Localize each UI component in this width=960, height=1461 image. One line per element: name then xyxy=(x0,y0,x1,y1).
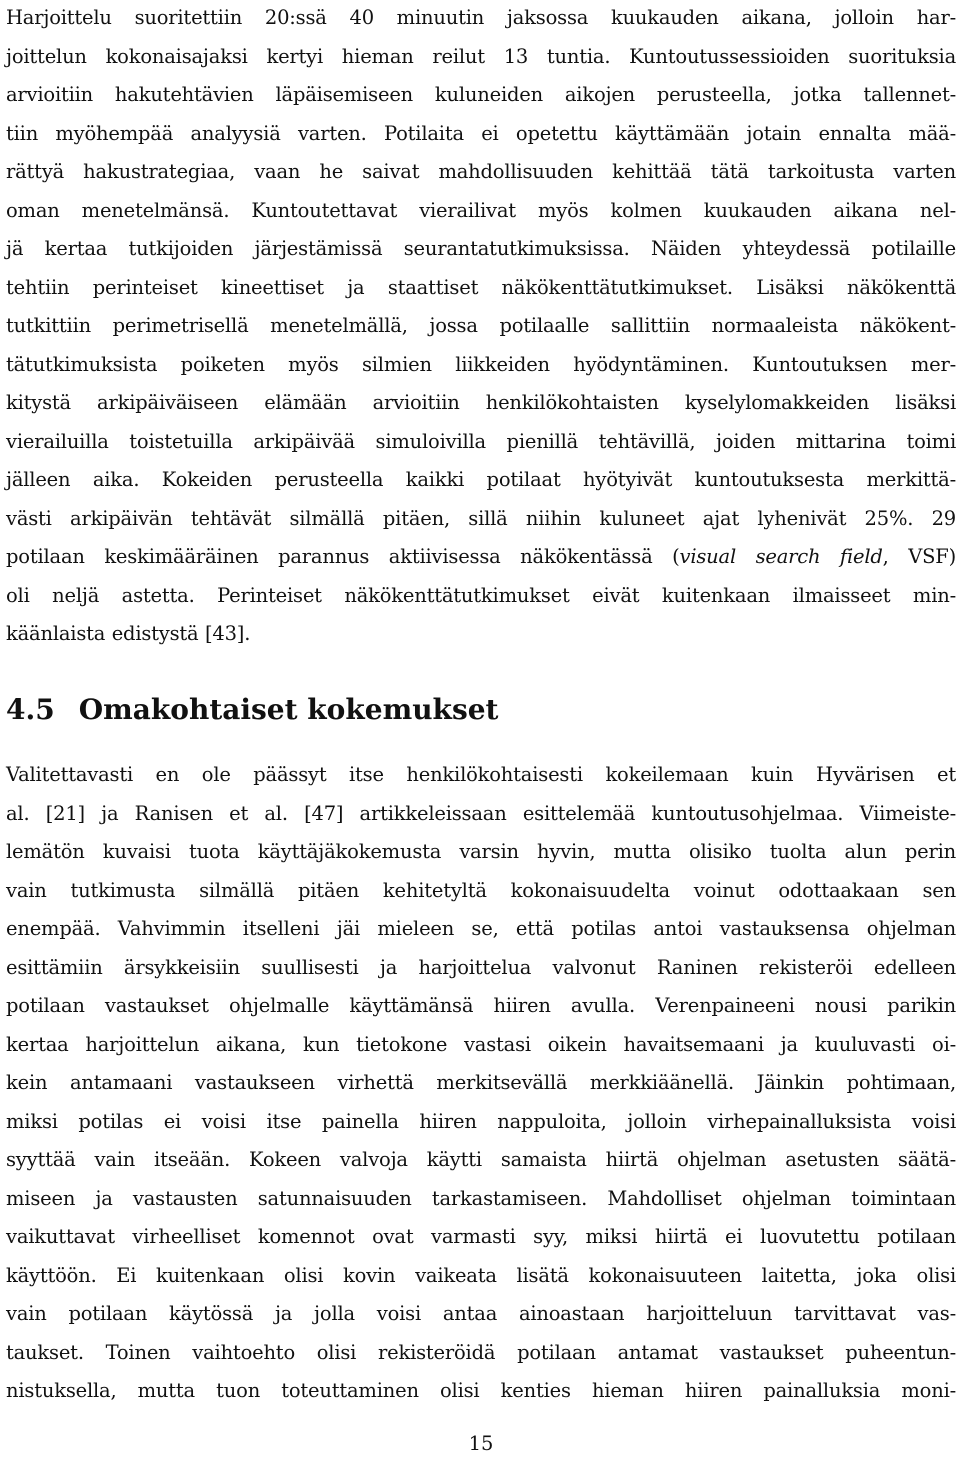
paragraph-line: esittämiin ärsykkeisiin suullisesti ja harjoittelua valvonut Raninen rekisteröi edelleen xyxy=(6,955,956,979)
paragraph-line: vaikuttavat virheelliset komennot ovat varmasti syy, miksi hiirtä ei luovutettu potilaan xyxy=(6,1225,956,1248)
paragraph-line: käänlaista edistystä [43]. xyxy=(6,622,251,645)
paragraph-line-with-italic xyxy=(6,538,956,577)
body-paragraph-1 xyxy=(6,0,956,654)
paragraph-line: potilaan vastaukset ohjelmalle käyttämänsä hiiren avulla. Verenpaineeni nousi parikin xyxy=(6,994,956,1017)
italic-term: visual search field xyxy=(679,545,883,568)
paragraph-line: al. [21] ja Ranisen et al. [47] artikkeleissaan esittelemää kuntoutusohjelmaa. Viimeiste- xyxy=(6,801,956,825)
paragraph-line: vain tutkimusta silmällä pitäen kehitetyltä kokonaisuudelta voinut odottaakaan sen xyxy=(6,878,956,902)
section-heading xyxy=(6,690,498,730)
paragraph-line: rättyä hakustrategiaa, vaan he saivat mahdollisuuden kehittää tätä tarkoitusta varten xyxy=(6,160,956,183)
paragraph-line: kein antamaani vastaukseen virhettä merkitsevällä merkkiäänellä. Jäinkin pohtimaan, xyxy=(6,1071,956,1094)
document-page xyxy=(6,0,956,1461)
paragraph-line: jä kertaa tutkijoiden järjestämissä seurantatutkimuksissa. Näiden yhteydessä potilaille xyxy=(6,237,956,260)
paragraph-line: syyttää vain itseään. Kokeen valvoja käytti samaista hiirtä ohjelman asetusten säätä- xyxy=(6,1148,956,1171)
paragraph-line: miseen ja vastausten satunnaisuuden tarkastamiseen. Mahdolliset ohjelman toimintaan xyxy=(6,1186,956,1210)
paragraph-line: jälleen aika. Kokeiden perusteella kaikki potilaat hyötyivät kuntoutuksesta merkittä- xyxy=(6,468,956,491)
paragraph-line: västi arkipäivän tehtävät silmällä pitäen, sillä niihin kuluneet ajat lyhenivät 25%. 29 xyxy=(6,506,956,530)
paragraph-line: tutkittiin perimetrisellä menetelmällä, jossa potilaalle sallittiin normaaleista näkökent- xyxy=(6,314,956,337)
paragraph-line: käyttöön. Ei kuitenkaan olisi kovin vaikeata lisätä kokonaisuuteen laitetta, joka olisi xyxy=(6,1263,956,1287)
paragraph-line: lemätön kuvaisi tuota käyttäjäkokemusta varsin hyvin, mutta olisiko tuolta alun perin xyxy=(6,840,956,863)
paragraph-line: Valitettavasti en ole päässyt itse henkilökohtaisesti kokeilemaan kuin Hyvärisen et xyxy=(6,763,956,786)
line-text: potilaan keskimääräinen parannus aktiivisessa näkökentässä ( xyxy=(6,545,680,568)
body-paragraph-2 xyxy=(6,756,956,1411)
paragraph-line: taukset. Toinen vaihtoehto olisi rekisteröidä potilaan antamat vastaukset puheentun- xyxy=(6,1340,956,1364)
page-number: 15 xyxy=(468,1432,494,1455)
paragraph-line: miksi potilas ei voisi itse painella hiiren nappuloita, jolloin virhepainalluksista voisi xyxy=(6,1109,956,1133)
paragraph-line: vierailuilla toistetuilla arkipäivää simuloivilla pienillä tehtävillä, joiden mittarina toimi xyxy=(6,429,956,453)
paragraph-line: vain potilaan käytössä ja jolla voisi antaa ainoastaan harjoitteluun tarvittavat vas- xyxy=(6,1302,956,1325)
paragraph-line: nistuksella, mutta tuon toteuttaminen olisi kenties hieman hiiren painalluksia moni- xyxy=(6,1379,956,1402)
paragraph-line: kitystä arkipäiväiseen elämään arvioitiin henkilökohtaisten kyselylomakkeiden lisäksi xyxy=(6,391,956,414)
paragraph-line: joittelun kokonaisajaksi kertyi hieman reilut 13 tuntia. Kuntoutussessioiden suorituksia xyxy=(6,44,956,68)
paragraph-line: arvioitiin hakutehtävien läpäisemiseen kuluneiden aikojen perusteella, jotka tallennet- xyxy=(6,83,956,106)
section-number: 4.5 xyxy=(6,693,55,726)
paragraph-line: kertaa harjoittelun aikana, kun tietokone vastasi oikein havaitsemaani ja kuuluvasti oi- xyxy=(6,1032,956,1056)
paragraph-line: tehtiin perinteiset kineettiset ja staattiset näkökenttätutkimukset. Lisäksi näkökenttä xyxy=(6,275,956,299)
paragraph-line: tätutkimuksista poiketen myös silmien liikkeiden hyödyntäminen. Kuntoutuksen mer- xyxy=(6,352,956,376)
line-text: , VSF) xyxy=(882,545,956,568)
paragraph-line: Harjoittelu suoritettiin 20:ssä 40 minuutin jaksossa kuukauden aikana, jolloin har- xyxy=(6,6,956,29)
paragraph-line: enempää. Vahvimmin itselleni jäi mieleen se, että potilas antoi vastauksensa ohjelman xyxy=(6,917,956,940)
paragraph-line: oli neljä astetta. Perinteiset näkökenttätutkimukset eivät kuitenkaan ilmaisseet min- xyxy=(6,583,956,607)
section-title: Omakohtaiset kokemukset xyxy=(78,693,499,726)
paragraph-line: oman menetelmänsä. Kuntoutettavat vierailivat myös kolmen kuukauden aikana nel- xyxy=(6,198,956,222)
paragraph-line: tiin myöhempää analyysiä varten. Potilaita ei opetettu käyttämään jotain ennalta mää- xyxy=(6,121,956,145)
